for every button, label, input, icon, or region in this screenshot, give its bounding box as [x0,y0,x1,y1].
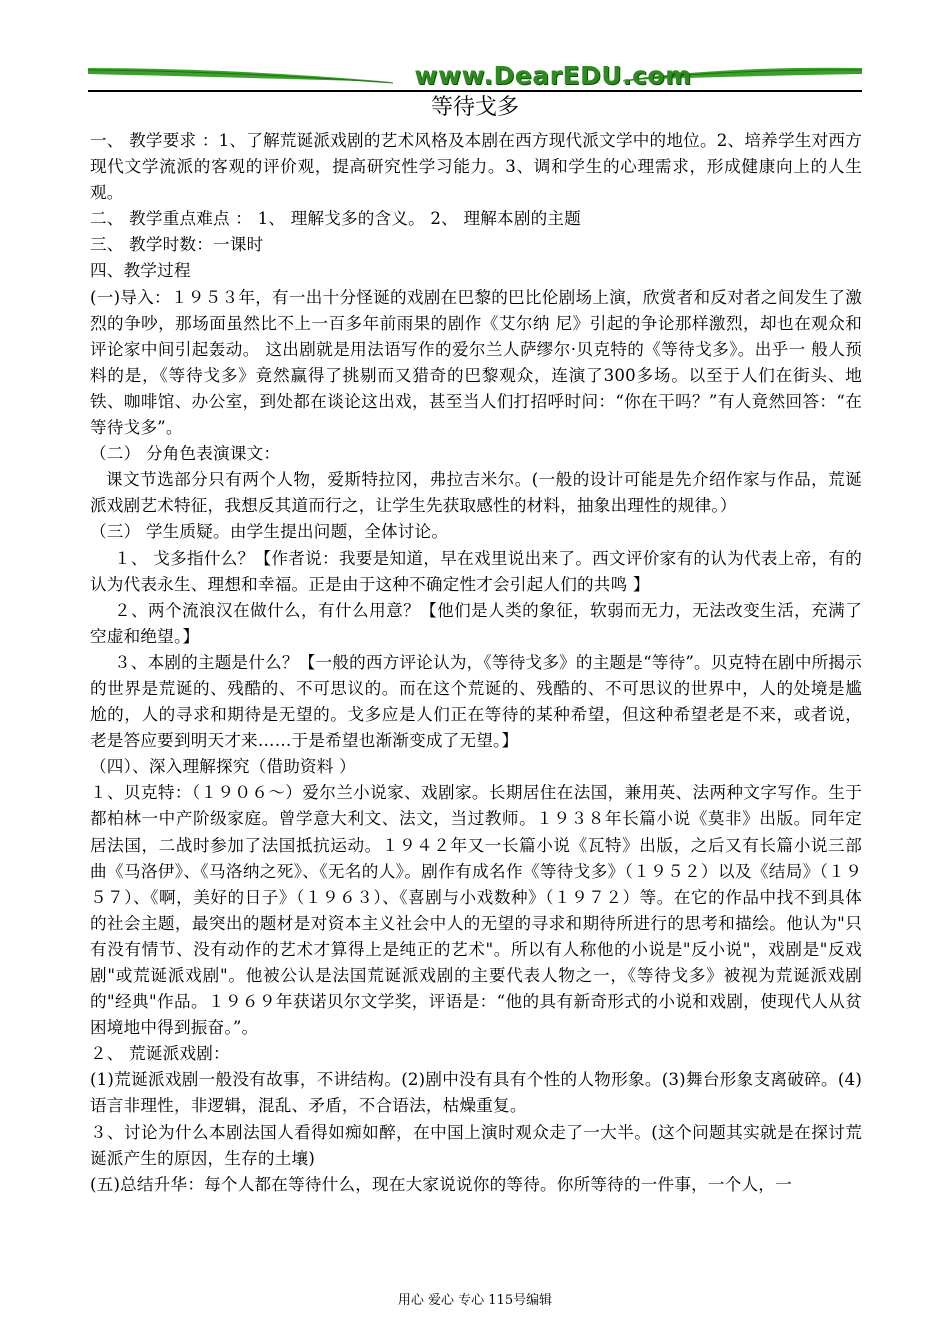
question-two-tramps: ２、两个流浪汉在做什么，有什么用意？【他们是人类的象征，软弱而无力，无法改变生活，充满了空虚和绝望。】 [90,600,862,646]
question-theme: ３、本剧的主题是什么？【一般的西方评论认为，《等待戈多》的主题是“等待”。贝克特在剧中所揭示的世界是荒诞的、残酷的、不可思议的。而在这个荒诞的、残酷的、不可思议的世界中，人的处境是尴尬的，人的寻求和期待是无望的。戈多应是人们正在等待的某种希望，但这种希望老是不来，或者说，老是答应要到明天才来……于是希望也渐渐变成了无望。】 [90,652,862,751]
paragraph-absurdist-features: (1)荒诞派戏剧一般没有故事，不讲结构。(2)剧中没有具有个性的人物形象。(3)舞台形象支离破碎。(4)语言非理性，非逻辑，混乱、矛盾，不合语法，枯燥重复。 [90,1070,862,1116]
document-title: 等待戈多 [430,95,519,120]
paragraph-introduction: (一)导入：１９５３年，有一出十分怪诞的戏剧在巴黎的巴比伦剧场上演，欣赏者和反对者之间发生了激烈的争吵，那场面虽然比不上一百多年前雨果的剧作《艾尔纳 尼》引起的争论那样激烈，却也在观众和评论家中间引起轰动。 这出剧就是用法语写作的爱尔兰人萨缪尔·贝克特的《等待戈多》。出乎一 般人预料的是，《等待戈多》竟然赢得了挑剔而又猎奇的巴黎观众，连演了300多场。以至于人们在街头、地铁、咖啡馆、办公室，到处都在谈论这出戏，甚至当人们打招呼时问：“你在干吗？”有人竟然回答：“在等待戈多”。 [90,287,862,438]
section-key-points: 二、 教学重点难点 ： 1、 理解戈多的含义。 2、 理解本剧的主题 [90,209,581,229]
header-rule [88,90,862,92]
heading-student-questions: （三） 学生质疑。由学生提出问题，全体讨论。 [90,522,449,542]
page-footer: 用心 爱心 专心 115号编辑 [397,1293,553,1308]
section-class-hours: 三、 教学时数：一课时 [90,235,264,255]
paragraph-beckett-bio: １、贝克特：（１９０６～）爱尔兰小说家、戏剧家。长期居住在法国，兼用英、法两种文字写作。生于都柏林一中产阶级家庭。曾学意大利文、法文，当过教师。１９３８年长篇小说《莫非》出版。同年定居法国，二战时参加了法国抵抗运动。１９４２年又一长篇小说《瓦特》出版，之后又有长篇小说三部曲《马洛伊》、《马洛纳之死》、《无名的人》。剧作有成名作《等待戈多》（１９５２）以及《结局》（１９５７）、《啊，美好的日子》（１９６３）、《喜剧与小戏数种》（１９７２）等。在它的作品中找不到具体的社会主题，最突出的题材是对资本主义社会中人的无望的寻求和期待所进行的思考和描绘。他认为"只有没有情节、没有动作的艺术才算得上是纯正的艺术"。所以有人称他的小说是"反小说"，戏剧是"反戏剧"或荒诞派戏剧"。他被公认是法国荒诞派戏剧的主要代表人物之一，《等待戈多》被视为荒诞派戏剧的"经典"作品。１９６９年获诺贝尔文学奖，评语是：“他的具有新奇形式的小说和戏剧，使现代人从贫困境地中得到振奋。”。 [90,783,862,1038]
paragraph-summary: (五)总结升华：每个人都在等待什么，现在大家说说你的等待。你所等待的一件事，一个人，一 [90,1174,792,1194]
document-body [90,128,862,1198]
heading-absurdist-drama: ２、 荒诞派戏剧： [90,1044,230,1064]
heading-deep-exploration: （四）、深入理解探究（借助资料 ） [90,757,356,777]
paragraph-role-play: 课文节选部分只有两个人物，爱斯特拉冈，弗拉吉米尔。(一般的设计可能是先介绍作家与作品，荒诞派戏剧艺术特征，我想反其道而行之，让学生先获取感性的材料，抽象出理性的规律。） [90,470,862,516]
question-godot-meaning: １、 戈多指什么？【作者说：我要是知道，早在戏里说出来了。西文评价家有的认为代表上帝，有的认为代表永生、理想和幸福。正是由于这种不确定性才会引起人们的共鸣 】 [90,548,862,594]
section-teaching-process: 四、教学过程 [90,261,191,281]
paragraph-discussion: ３、讨论为什么本剧法国人看得如痴如醉，在中国上演时观众走了一大半。(这个问题其实就是在探讨荒诞派产生的原因，生存的土壤) [90,1122,862,1168]
site-logo: www.DearEDU.com [414,61,692,90]
site-banner [88,60,862,94]
section-teaching-requirements: 一、 教学要求 ：1、了解荒诞派戏剧的艺术风格及本剧在西方现代派文学中的地位。2、培养学生对西方现代文学流派的客观的评价观，提高研究性学习能力。3、调和学生的心理需求，形成健康向上的人生观。 [90,131,862,203]
heading-role-play: （二） 分角色表演课文： [90,444,281,464]
